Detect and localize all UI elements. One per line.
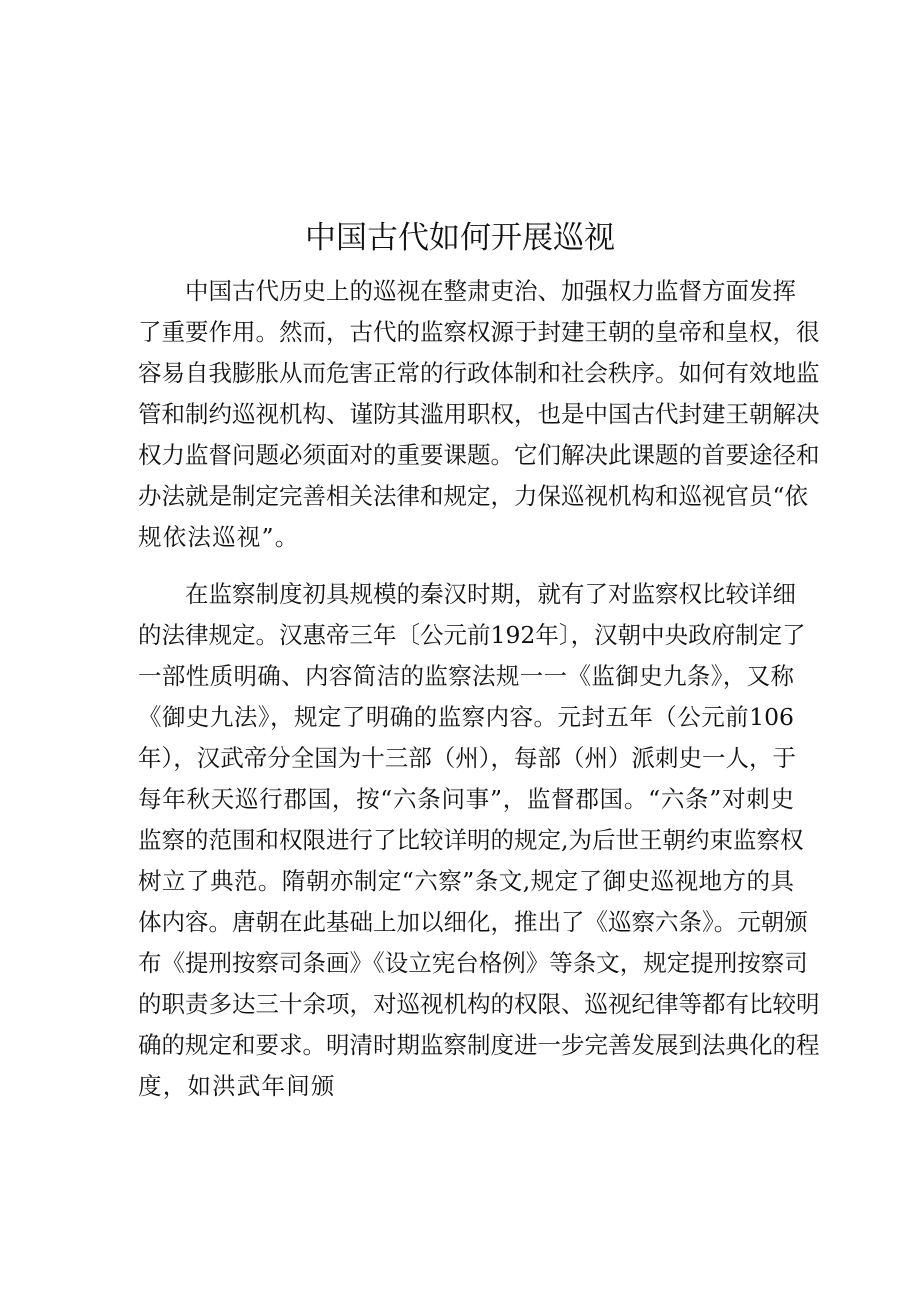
paragraph-2-line-1: 在监察制度初具规模的秦汉时期，就有了对监察权比较详细 xyxy=(185,580,796,608)
paragraph-2-line-6: 每年秋天巡行郡国，按“六条问事”，监督郡国。“六条”对刺史 xyxy=(138,785,794,813)
paragraph-2-line-11: 的职责多达三十余项，对巡视机构的权限、巡视纪律等都有比较明 xyxy=(138,990,820,1018)
paragraph-2-line-3: 一部性质明确、内容简洁的监察法规一一《监御史九条》，又称 xyxy=(138,662,794,690)
paragraph-1-line-3: 容易自我膨胀从而危害正常的行政体制和社会秩序。如何有效地监 xyxy=(138,359,820,387)
paragraph-2-line-7: 监察的范围和权限进行了比较详明的规定,为后世王朝约束监察权 xyxy=(138,826,804,854)
paragraph-1-line-7: 规依法巡视”。 xyxy=(138,523,300,551)
paragraph-2-line-8: 树立了典范。隋朝亦制定“六察”条文,规定了御史巡视地方的具 xyxy=(138,867,794,895)
paragraph-2-line-4: 《御史九法》，规定了明确的监察内容。元封五年（公元前106 xyxy=(138,703,794,731)
paragraph-2-line-10: 布《提刑按察司条画》《设立宪台格例》等条文，规定提刑按察司 xyxy=(138,949,808,977)
paragraph-1-line-5: 权力监督问题必须面对的重要课题。它们解决此课题的首要途径和 xyxy=(138,441,820,469)
document-title: 中国古代如何开展巡视 xyxy=(305,220,615,256)
paragraph-2-line-2: 的法律规定。汉惠帝三年〔公元前192年〕，汉朝中央政府制定了 xyxy=(138,621,806,649)
paragraph-2-line-12: 确的规定和要求。明清时期监察制度进一步完善发展到法典化的程 xyxy=(138,1031,820,1059)
paragraph-2-line-9: 体内容。唐朝在此基础上加以细化，推出了《巡察六条》。元朝颁 xyxy=(138,908,808,936)
paragraph-2-line-5: 年），汉武帝分全国为十三部（州），每部（州）派刺史一人，于 xyxy=(138,744,796,772)
paragraph-1-line-1: 中国古代历史上的巡视在整肃吏治、加强权力监督方面发挥 xyxy=(185,277,796,305)
paragraph-1-line-6: 办法就是制定完善相关法律和规定，力保巡视机构和巡视官员“依 xyxy=(138,482,809,510)
paragraph-1-line-2: 了重要作用。然而，古代的监察权源于封建王朝的皇帝和皇权，很 xyxy=(138,318,820,346)
paragraph-1-line-4: 管和制约巡视机构、谨防其滥用职权，也是中国古代封建王朝解决 xyxy=(138,400,820,428)
paragraph-2-line-13: 度，如洪武年间颁 xyxy=(138,1072,336,1100)
